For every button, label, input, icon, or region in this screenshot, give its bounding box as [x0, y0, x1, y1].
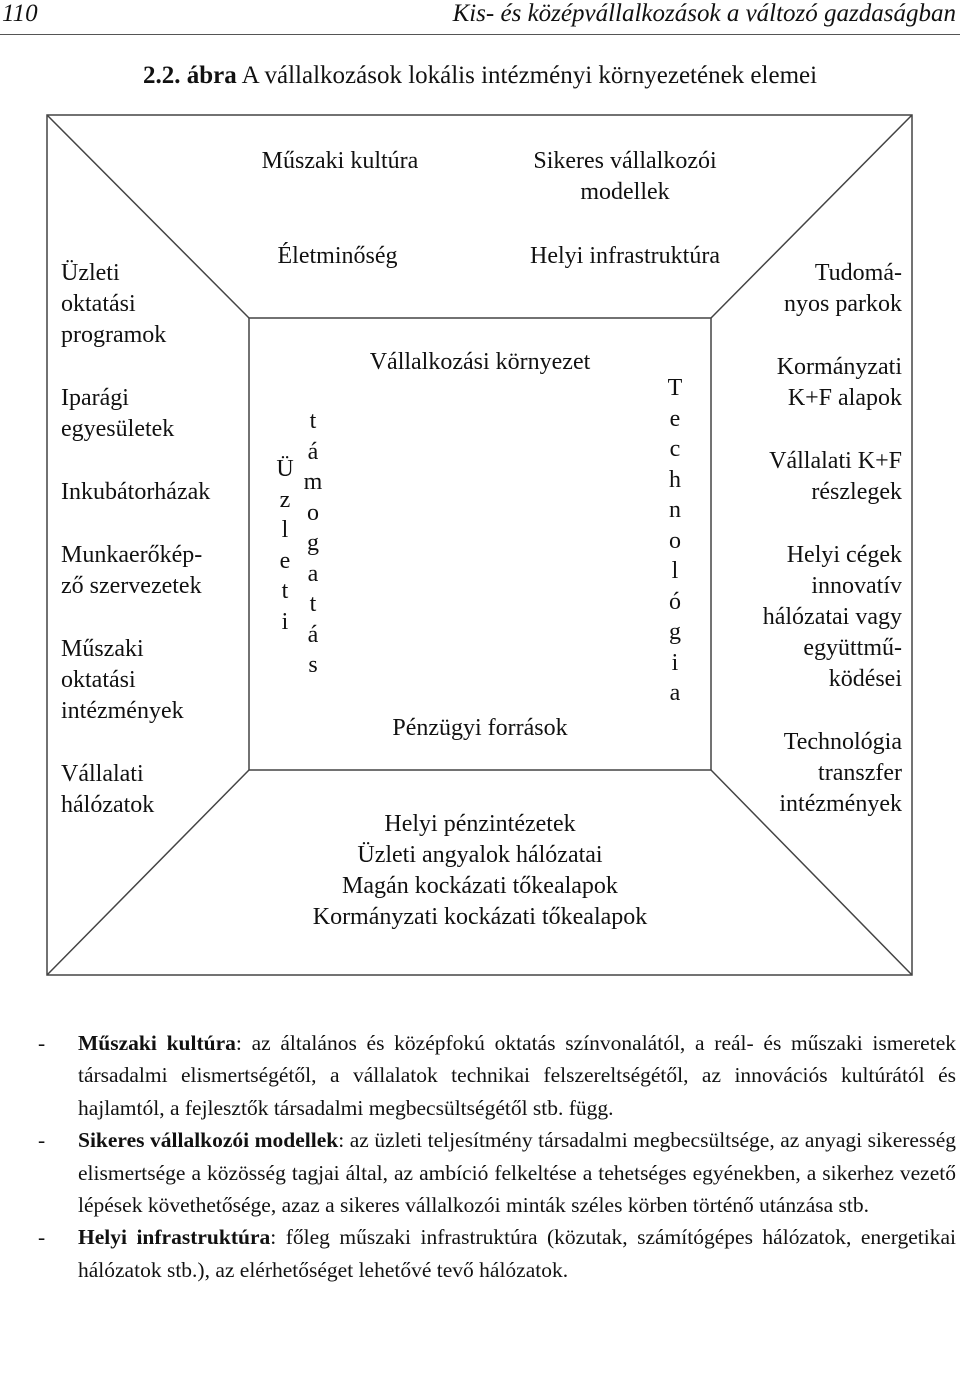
page-number: 110	[2, 0, 38, 27]
right-item-line: innovatív	[811, 573, 902, 599]
bullet-item	[38, 1221, 956, 1286]
bullet-item	[38, 1027, 956, 1124]
vertical-letter: a	[669, 680, 681, 706]
vertical-letter: l	[671, 558, 679, 584]
vertical-letter: á	[307, 438, 319, 465]
vertical-letter: e	[669, 405, 681, 432]
vertical-letter: g	[307, 530, 319, 556]
right-item	[712, 727, 902, 820]
left-band-list	[61, 258, 246, 821]
bottom-band-list	[230, 809, 730, 933]
left-item	[61, 540, 246, 602]
bullet-dash: -	[38, 1225, 46, 1250]
left-item	[61, 477, 246, 508]
left-item-line: Üzleti	[61, 260, 120, 286]
left-item-line: ző szervezetek	[61, 573, 202, 599]
vertical-label-tamogatas	[298, 406, 328, 681]
left-item-line: programok	[61, 322, 167, 348]
bullet-text: : főleg műszaki infrastruktúra (közutak, számítógépes hálózatok, energetikai hálózatok stb.), az elérhetőséget lehetővé tevő hálózatok.	[78, 1225, 956, 1282]
bullet-text: : az általános és középfokú oktatás színvonalától, a reál- és műszaki ismeretek társadalmi elismertségétől, a vállalatok technikai felszereltségétől, az innovációs kultúrától és hajlamtól, a fejlesztők társadalmi megbecsültségétől stb. függ.	[78, 1031, 956, 1120]
left-item-line: Inkubátorházak	[61, 479, 211, 505]
left-item-line: oktatási	[61, 291, 136, 317]
bullet-text: : az üzleti teljesítmény társadalmi megbecsültsége, az anyagi sikeresség elismertsége a közösség tagjai által, az ambíció felkeltése a tehetséges egyénekben, a sikerhez vezető lépések követhetősége, azaz a sikeres vállalkozói minták széles körben történő utánzása stb.	[78, 1128, 957, 1218]
vertical-letter: z	[279, 486, 291, 513]
body-text	[38, 1027, 956, 1286]
right-item-line: részlegek	[811, 479, 902, 505]
vertical-letter: á	[307, 621, 319, 648]
vertical-letter: Ü	[276, 456, 294, 482]
label-vallalkozasi-kornyezet	[320, 347, 640, 378]
vertical-letter: t	[281, 578, 289, 604]
right-band-list	[712, 258, 902, 820]
label-muszaki-kultura-text: Műszaki kultúra	[261, 148, 419, 174]
bottom-item: Helyi pénzintézetek	[384, 811, 576, 837]
right-item-line: Technológia	[783, 729, 902, 755]
bottom-item: Magán kockázati tőkealapok	[342, 873, 618, 899]
vertical-letter: l	[281, 517, 289, 543]
bullet-item	[38, 1124, 956, 1221]
vertical-letter: i	[671, 649, 679, 676]
label-muszaki-kultura	[240, 146, 440, 177]
right-item-line: K+F alapok	[787, 385, 902, 411]
label-line: modellek	[580, 179, 670, 205]
right-item	[712, 540, 902, 695]
vertical-letter: ó	[669, 588, 681, 615]
vertical-letter: t	[309, 408, 317, 434]
bullet-term: Műszaki kultúra	[78, 1031, 236, 1055]
right-item	[712, 258, 902, 320]
right-item-line: együttmű-	[803, 635, 902, 661]
vertical-letter: m	[303, 469, 323, 495]
vertical-label-technologia	[660, 373, 690, 709]
right-item-line: Tudomá-	[814, 260, 902, 286]
left-item	[61, 759, 246, 821]
vertical-letter: s	[308, 652, 318, 678]
left-item-line: Vállalati	[61, 761, 144, 787]
bullet-dash: -	[38, 1128, 46, 1153]
left-item	[61, 258, 246, 351]
right-item-line: Kormányzati	[776, 354, 902, 380]
label-sikeres-vallalkozoi-modellek	[500, 146, 750, 208]
vertical-letter: a	[307, 560, 319, 587]
vertical-letter: n	[669, 497, 681, 523]
left-item-line: hálózatok	[61, 792, 155, 818]
right-item-line: ködései	[828, 666, 902, 692]
bottom-item: Kormányzati kockázati tőkealapok	[312, 904, 648, 930]
label-eletminoseg-text: Életminőség	[277, 243, 398, 269]
vertical-letter: o	[307, 499, 319, 526]
left-item-line: oktatási	[61, 667, 136, 693]
vertical-label-uzleti	[270, 454, 300, 637]
left-item-line: Műszaki	[61, 636, 144, 662]
label-penzugyi-forrasok	[340, 713, 620, 744]
right-item	[712, 446, 902, 508]
label-penzugyi-forrasok-text: Pénzügyi források	[392, 715, 568, 741]
left-item	[61, 634, 246, 727]
running-title: Kis- és középvállalkozások a változó gazdaságban	[452, 0, 956, 27]
vertical-letter: g	[669, 619, 681, 645]
vertical-letter: t	[309, 591, 317, 617]
bullet-term: Helyi infrastruktúra	[78, 1225, 271, 1250]
label-line: Sikeres vállalkozói	[533, 148, 717, 174]
label-vallalkozasi-kornyezet-text: Vállalkozási környezet	[369, 349, 591, 375]
right-item	[712, 352, 902, 414]
figure-caption-text: A vállalkozások lokális intézményi környezetének elemei	[241, 62, 818, 89]
left-item-line: Munkaerőkép-	[61, 542, 203, 568]
bottom-item: Üzleti angyalok hálózatai	[357, 842, 603, 868]
bullet-term: Sikeres vállalkozói modellek	[78, 1128, 339, 1153]
right-item-line: hálózatai vagy	[762, 604, 902, 630]
left-item-line: egyesületek	[61, 416, 175, 442]
vertical-letter: e	[279, 547, 291, 574]
right-item-line: nyos parkok	[784, 291, 902, 317]
left-item-line: Iparági	[61, 385, 129, 411]
right-item-line: intézmények	[779, 791, 902, 817]
left-item	[61, 383, 246, 445]
vertical-letter: o	[669, 527, 681, 554]
vertical-letter: T	[667, 375, 683, 401]
vertical-letter: c	[669, 436, 681, 462]
label-helyi-infrastruktura-text: Helyi infrastruktúra	[530, 243, 720, 269]
figure-caption-number: 2.2. ábra	[142, 62, 237, 89]
vertical-letter: h	[669, 466, 681, 493]
right-item-line: transzfer	[818, 760, 902, 786]
left-item-line: intézmények	[61, 698, 184, 724]
right-item-line: Vállalati K+F	[769, 448, 902, 474]
bullet-dash: -	[38, 1031, 46, 1055]
right-item-line: Helyi cégek	[786, 542, 902, 568]
vertical-letter: i	[281, 608, 289, 635]
label-eletminoseg	[250, 241, 425, 272]
